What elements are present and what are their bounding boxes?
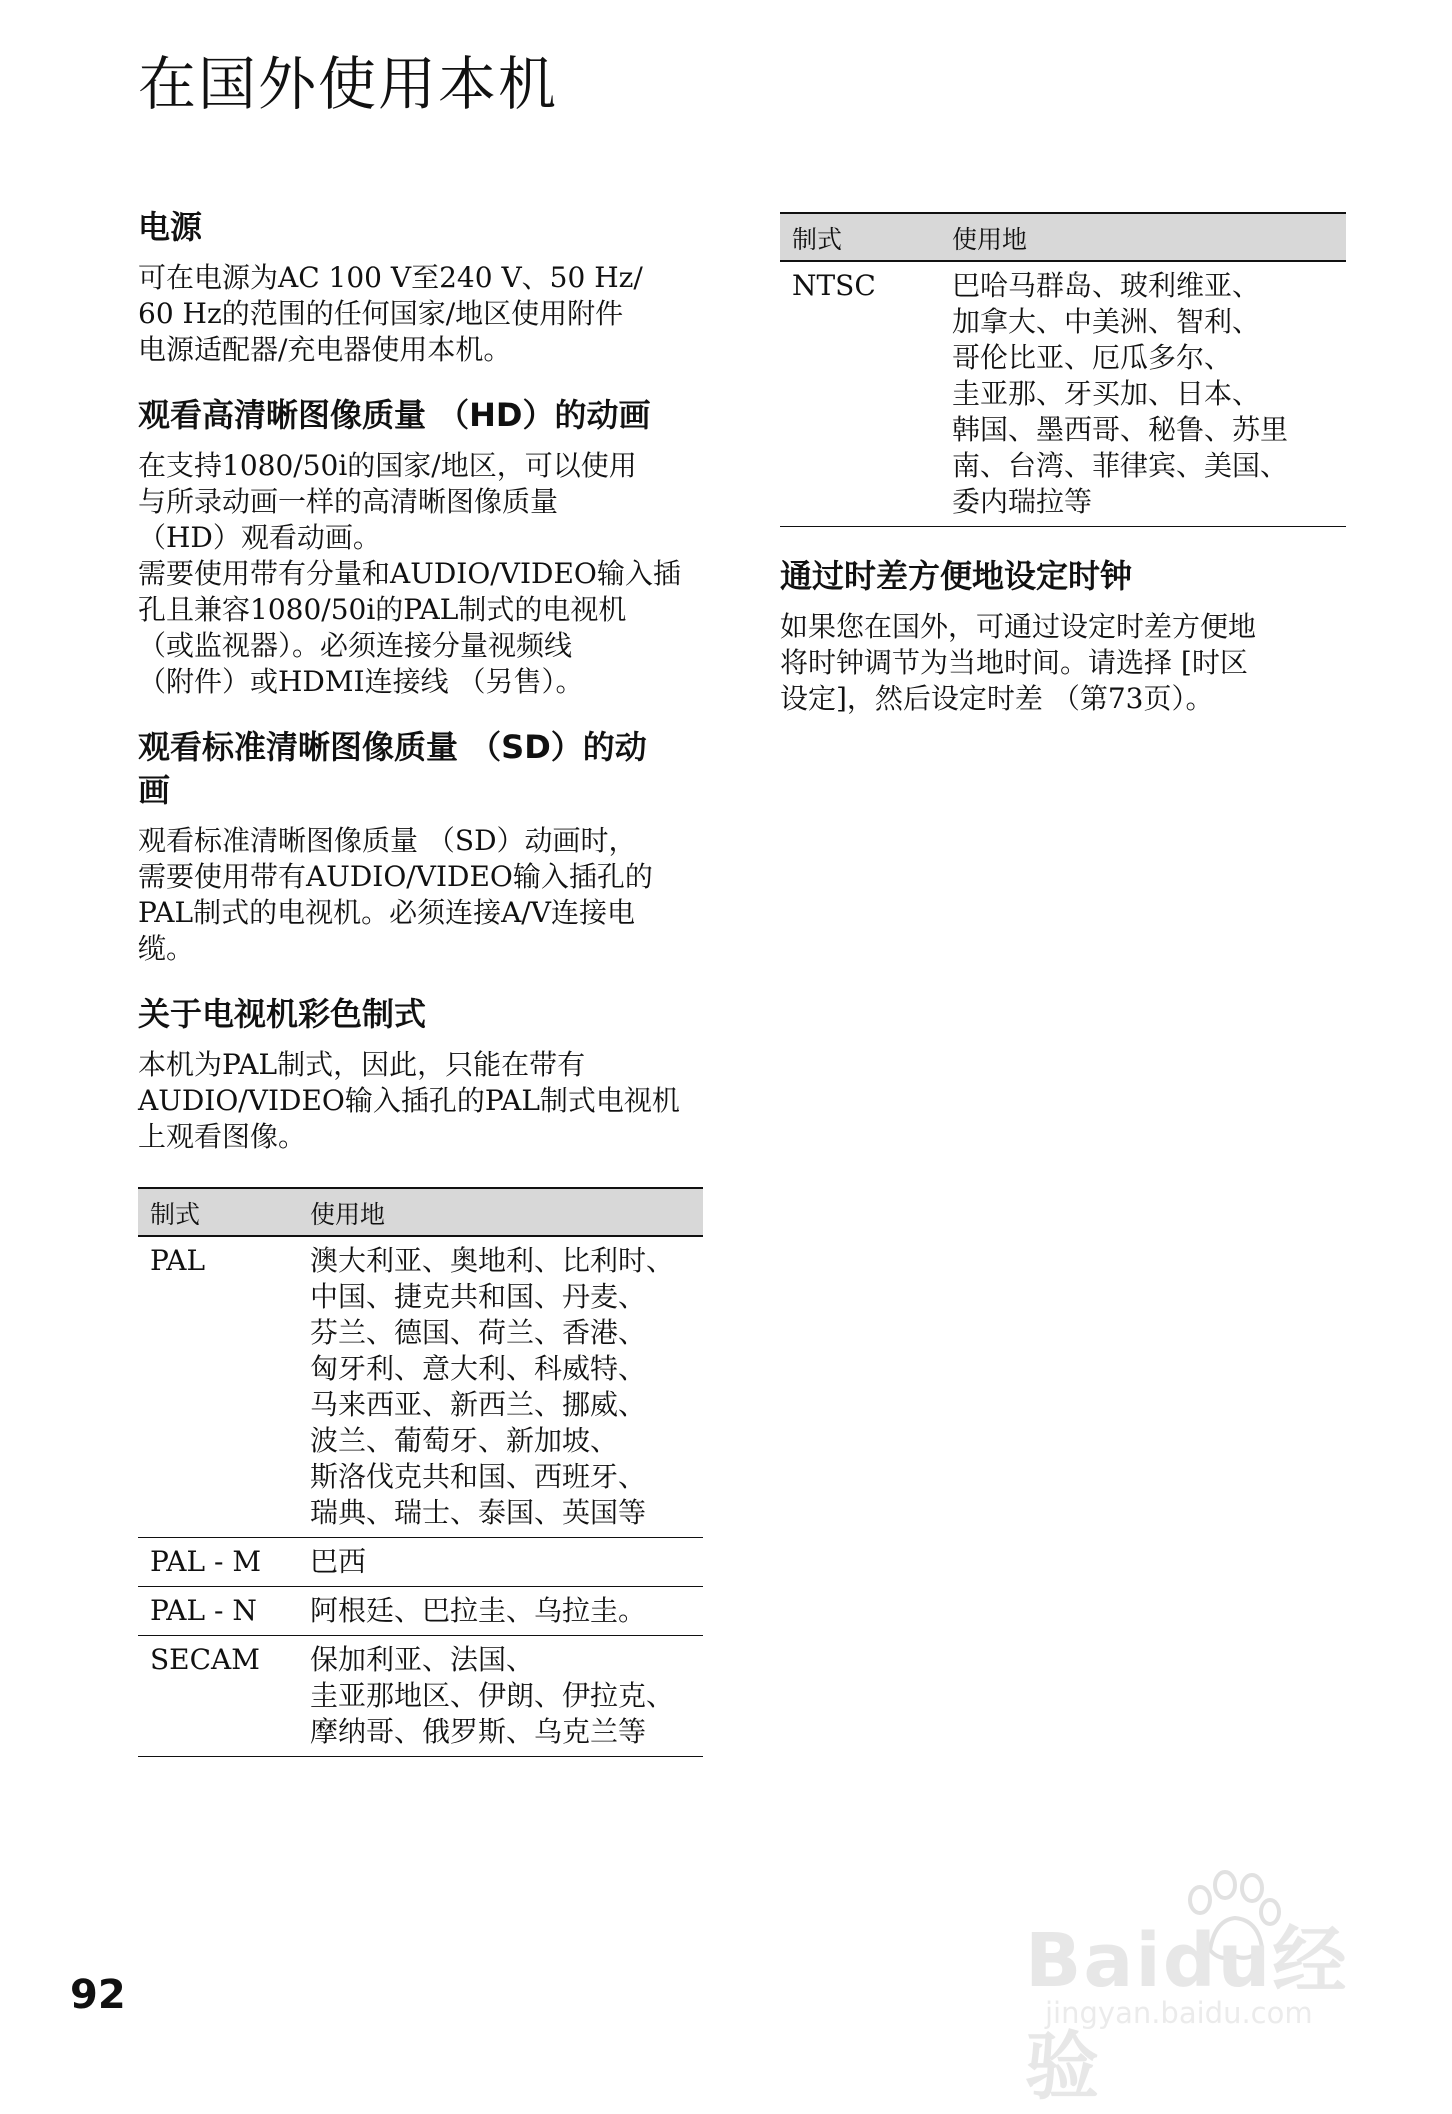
ntsc-table: [780, 212, 1346, 527]
paragraph-sd: 观看标准清晰图像质量 （SD）动画时， 需要使用带有AUDIO/VIDEO输入插孔的 PAL制式的电视机。必须连接A/V连接电 缆。: [138, 823, 653, 965]
cell-places: 巴西: [298, 1538, 703, 1587]
watermark-brand: Baidu经验: [1025, 1918, 1349, 2110]
right-column: [780, 212, 1346, 743]
section-heading-power: 电源: [138, 208, 203, 246]
table-row: [138, 1538, 703, 1587]
color-system-table: [138, 1187, 703, 1757]
paragraph-clock: 如果您在国外，可通过设定时差方便地 将时钟调节为当地时间。请选择 [时区 设定]，然后设定时差 （第73页）。: [780, 610, 1257, 716]
paragraph-power: 可在电源为AC 100 V至240 V、50 Hz/ 60 Hz的范围的任何国家/地区使用附件 电源适配器/充电器使用本机。: [138, 261, 643, 367]
header-places: 使用地: [940, 213, 1346, 261]
cell-system: PAL: [138, 1236, 298, 1538]
header-system: 制式: [780, 213, 940, 261]
section-power: [138, 206, 703, 368]
table-header-row: [780, 213, 1346, 261]
baidu-watermark: [1010, 1870, 1390, 2110]
table-row: [138, 1236, 703, 1538]
section-color-system: [138, 993, 703, 1155]
cell-system: NTSC: [780, 261, 940, 527]
paragraph-hd: 在支持1080/50i的国家/地区，可以使用 与所录动画一样的高清晰图像质量 （HD）观看动画。 需要使用带有分量和AUDIO/VIDEO输入插 孔且兼容1080/50i的PAL制式的电视机 （或监视器）。必须连接分量视频线 （附件）或HDMI连接线 （另售）。: [138, 449, 681, 699]
page-number: 92: [70, 1972, 126, 2018]
section-clock: [780, 555, 1346, 717]
cell-places: 保加利亚、法国、 圭亚那地区、伊朗、伊拉克、 摩纳哥、俄罗斯、乌克兰等: [298, 1636, 703, 1757]
left-column: [138, 206, 703, 1757]
paragraph-color-system: 本机为PAL制式，因此，只能在带有 AUDIO/VIDEO输入插孔的PAL制式电视机 上观看图像。: [138, 1048, 680, 1154]
page-title: 在国外使用本机: [138, 50, 559, 118]
cell-places: 澳大利亚、奥地利、比利时、 中国、捷克共和国、丹麦、 芬兰、德国、荷兰、香港、 匈牙利、意大利、科威特、 马来西亚、新西兰、挪威、 波兰、葡萄牙、新加坡、 斯洛伐克共和国、西班牙、 瑞典、瑞士、泰国、英国等: [298, 1236, 703, 1538]
section-hd: [138, 394, 703, 700]
header-system: 制式: [138, 1188, 298, 1236]
cell-system: PAL - N: [138, 1587, 298, 1636]
watermark-url: jingyan.baidu.com: [1045, 1996, 1313, 2030]
section-heading-hd: 观看高清晰图像质量 （HD）的动画: [138, 396, 651, 435]
section-heading-color-system: 关于电视机彩色制式: [138, 994, 427, 1033]
cell-system: PAL - M: [138, 1538, 298, 1587]
table-header-row: [138, 1188, 703, 1236]
cell-places: 巴哈马群岛、玻利维亚、 加拿大、中美洲、智利、 哥伦比亚、厄瓜多尔、 圭亚那、牙买加、日本、 韩国、墨西哥、秘鲁、苏里 南、台湾、菲律宾、美国、 委内瑞拉等: [940, 261, 1346, 527]
header-places: 使用地: [298, 1188, 703, 1236]
cell-system: SECAM: [138, 1636, 298, 1757]
section-heading-sd: 观看标准清晰图像质量 （SD）的动 画: [138, 728, 647, 809]
table-row: [138, 1587, 703, 1636]
table-row: [138, 1636, 703, 1757]
section-sd: [138, 726, 703, 966]
section-heading-clock: 通过时差方便地设定时钟: [780, 557, 1133, 595]
table-row: [780, 261, 1346, 527]
cell-places: 阿根廷、巴拉圭、乌拉圭。: [298, 1587, 703, 1636]
